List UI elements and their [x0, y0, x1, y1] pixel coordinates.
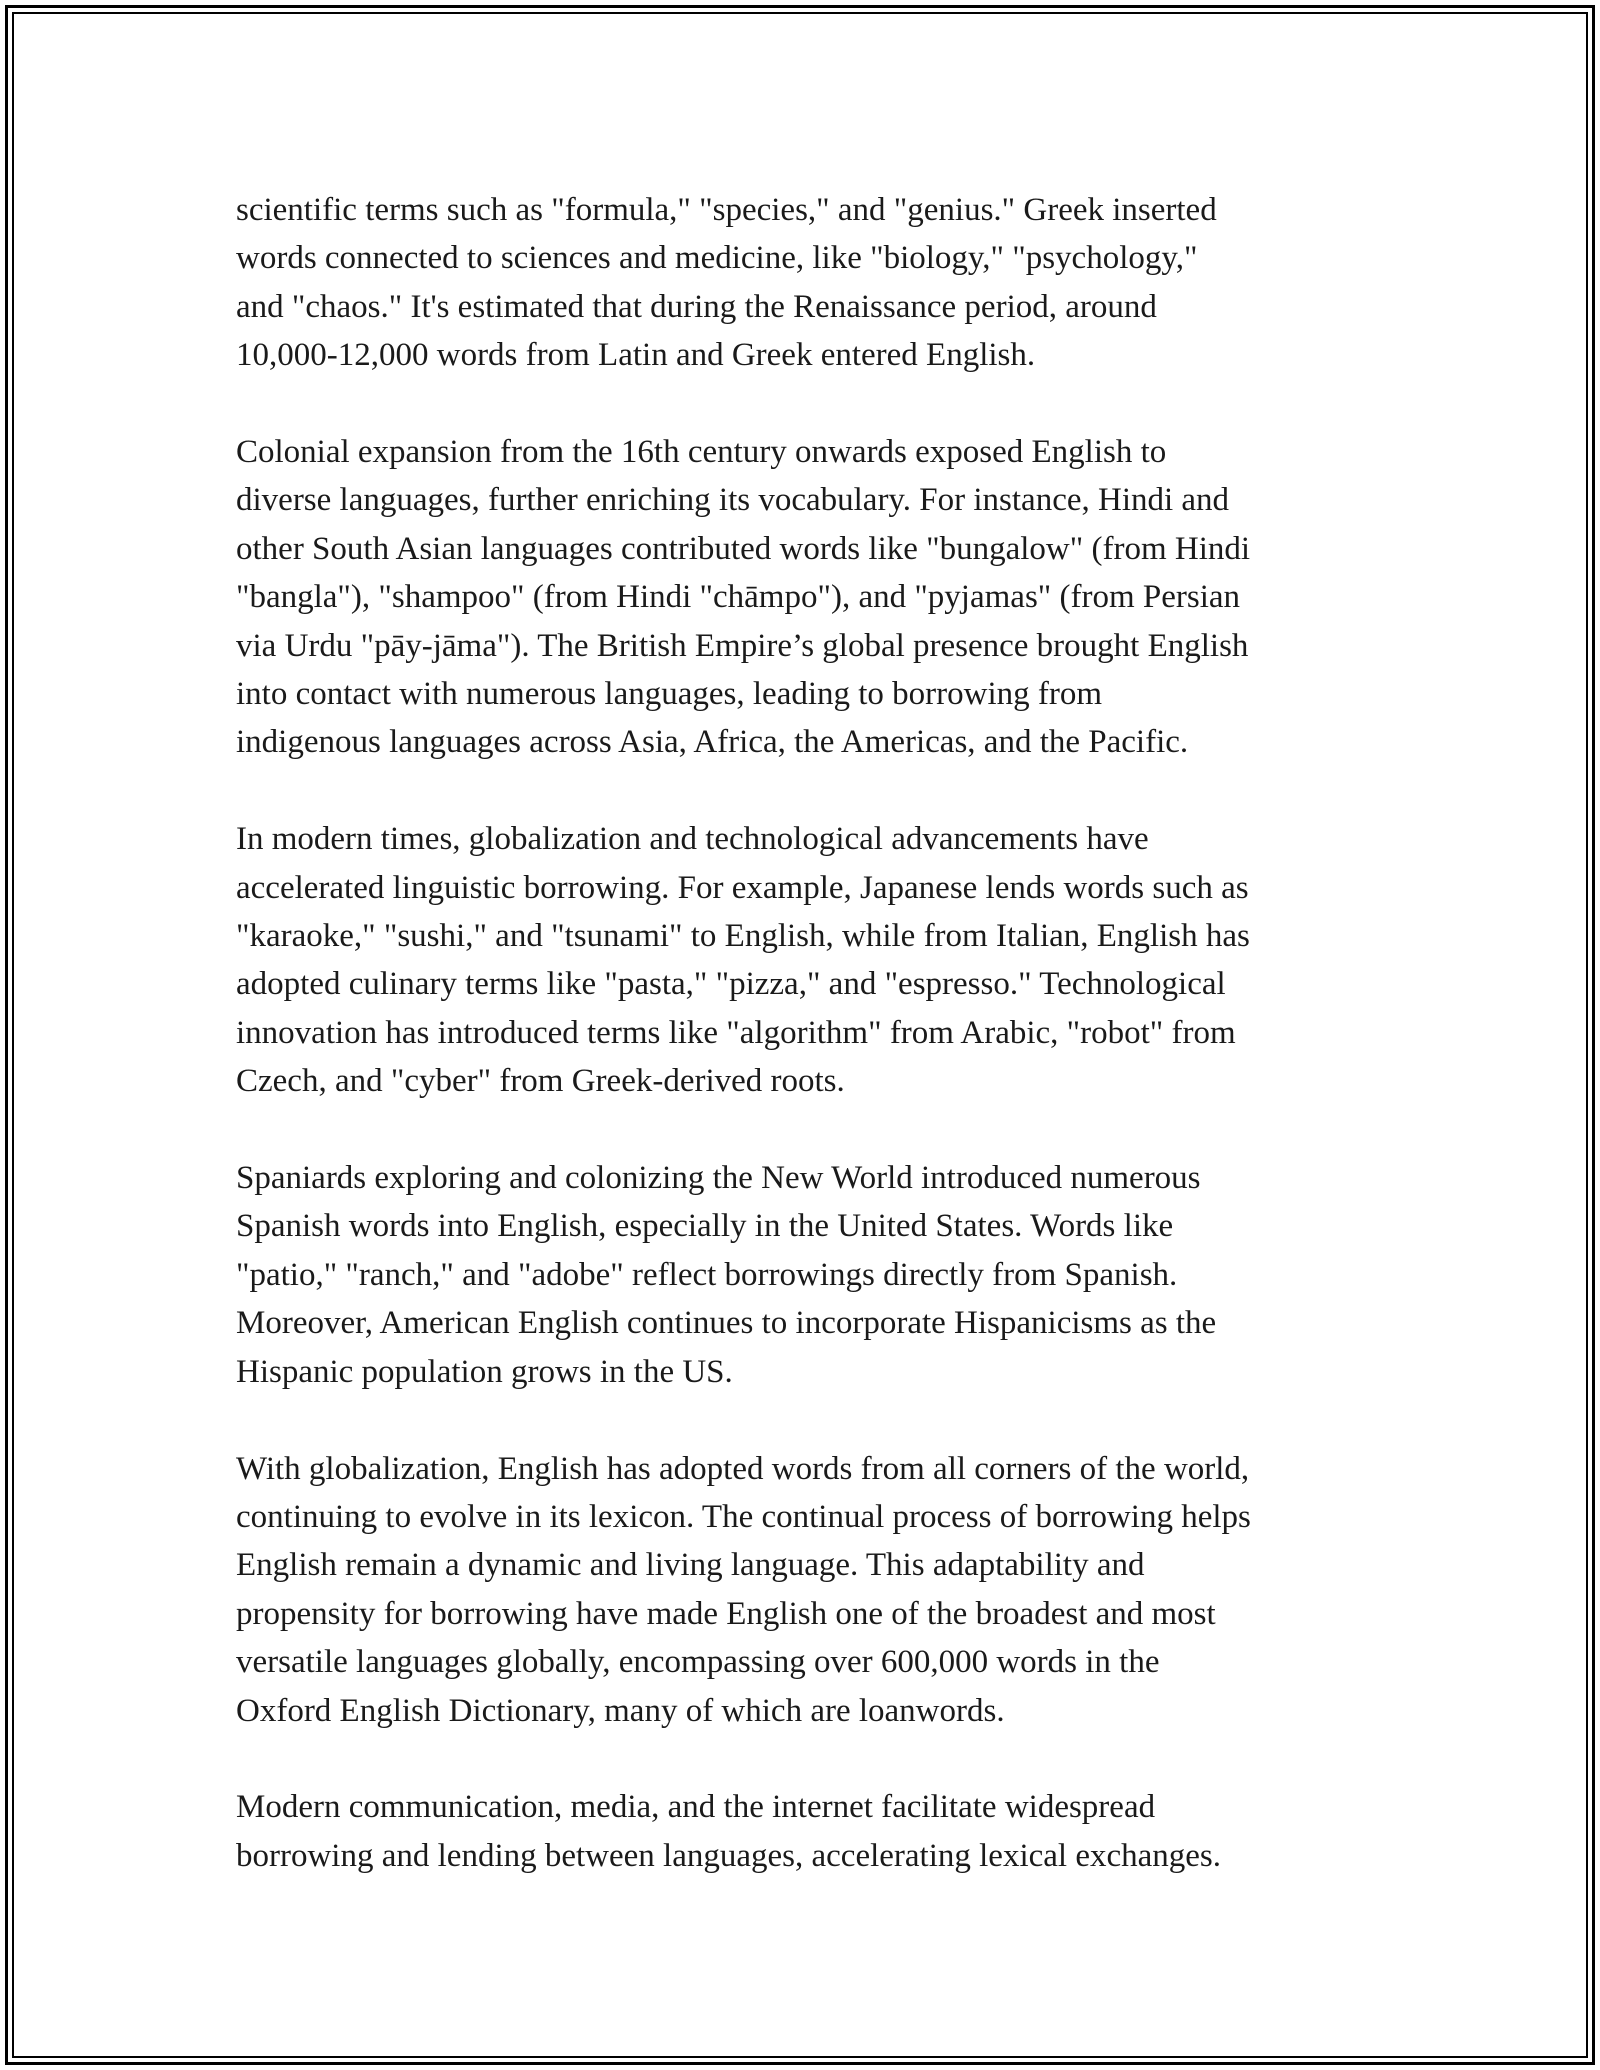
text-line: words connected to sciences and medicine, like "biology," "psychology,": [236, 240, 1198, 277]
text-line: Czech, and "cyber" from Greek-derived roots.: [236, 1063, 845, 1100]
text-line: "karaoke," "sushi," and "tsunami" to English, while from Italian, English has: [236, 918, 1250, 955]
text-line: Colonial expansion from the 16th century onwards exposed English to: [236, 434, 1167, 471]
text-line: scientific terms such as "formula," "species," and "genius." Greek inserted: [236, 192, 1217, 228]
text-line: into contact with numerous languages, leading to borrowing from: [236, 676, 1103, 713]
text-line: Modern communication, media, and the internet facilitate widespread: [236, 1789, 1156, 1826]
text-line: With globalization, English has adopted words from all corners of the world,: [236, 1450, 1250, 1487]
text-line: adopted culinary terms like "pasta," "pizza," and "espresso." Technological: [236, 966, 1226, 1003]
text-line: indigenous languages across Asia, Africa, the Americas, and the Pacific.: [236, 724, 1189, 761]
text-line: and "chaos." It's estimated that during the Renaissance period, around: [236, 288, 1157, 325]
text-line: continuing to evolve in its lexicon. The continual process of borrowing helps: [236, 1498, 1251, 1535]
text-line: In modern times, globalization and technological advancements have: [236, 821, 1149, 858]
text-line: borrowing and lending between languages, accelerating lexical exchanges.: [236, 1837, 1222, 1874]
text-line: Moreover, American English continues to incorporate Hispanicisms as the: [236, 1305, 1217, 1342]
text-line: 10,000-12,000 words from Latin and Greek entered English.: [236, 337, 1036, 374]
paragraph-globalization: [236, 1445, 1376, 1735]
text-line: English remain a dynamic and living language. This adaptability and: [236, 1547, 1145, 1584]
text-line: Hispanic population grows in the US.: [236, 1353, 733, 1390]
text-line: diverse languages, further enriching its vocabulary. For instance, Hindi and: [236, 482, 1230, 519]
text-line: other South Asian languages contributed words like "bungalow" (from Hindi: [236, 530, 1251, 567]
text-line: innovation has introduced terms like "algorithm" from Arabic, "robot" from: [236, 1014, 1236, 1051]
text-line: "bangla"), "shampoo" (from Hindi "chāmpo"), and "pyjamas" (from Persian: [236, 579, 1241, 616]
document-body: [236, 186, 1376, 1929]
text-line: Spanish words into English, especially in the United States. Words like: [236, 1208, 1174, 1245]
paragraph-colonial-expansion: [236, 428, 1376, 767]
text-line: "patio," "ranch," and "adobe" reflect borrowings directly from Spanish.: [236, 1256, 1178, 1293]
text-line: via Urdu "pāy-jāma"). The British Empire’s global presence brought English: [236, 627, 1249, 664]
text-line: Spaniards exploring and colonizing the New World introduced numerous: [236, 1160, 1201, 1197]
text-line: propensity for borrowing have made English one of the broadest and most: [236, 1595, 1216, 1632]
paragraph-renaissance-borrowing: [236, 186, 1376, 380]
paragraph-spanish-influence: [236, 1154, 1376, 1396]
text-line: accelerated linguistic borrowing. For example, Japanese lends words such as: [236, 869, 1249, 906]
paragraph-modern-times: [236, 815, 1376, 1105]
text-line: Oxford English Dictionary, many of which are loanwords.: [236, 1692, 1005, 1729]
text-line: versatile languages globally, encompassing over 600,000 words in the: [236, 1644, 1160, 1681]
paragraph-modern-communication: [236, 1783, 1376, 1880]
